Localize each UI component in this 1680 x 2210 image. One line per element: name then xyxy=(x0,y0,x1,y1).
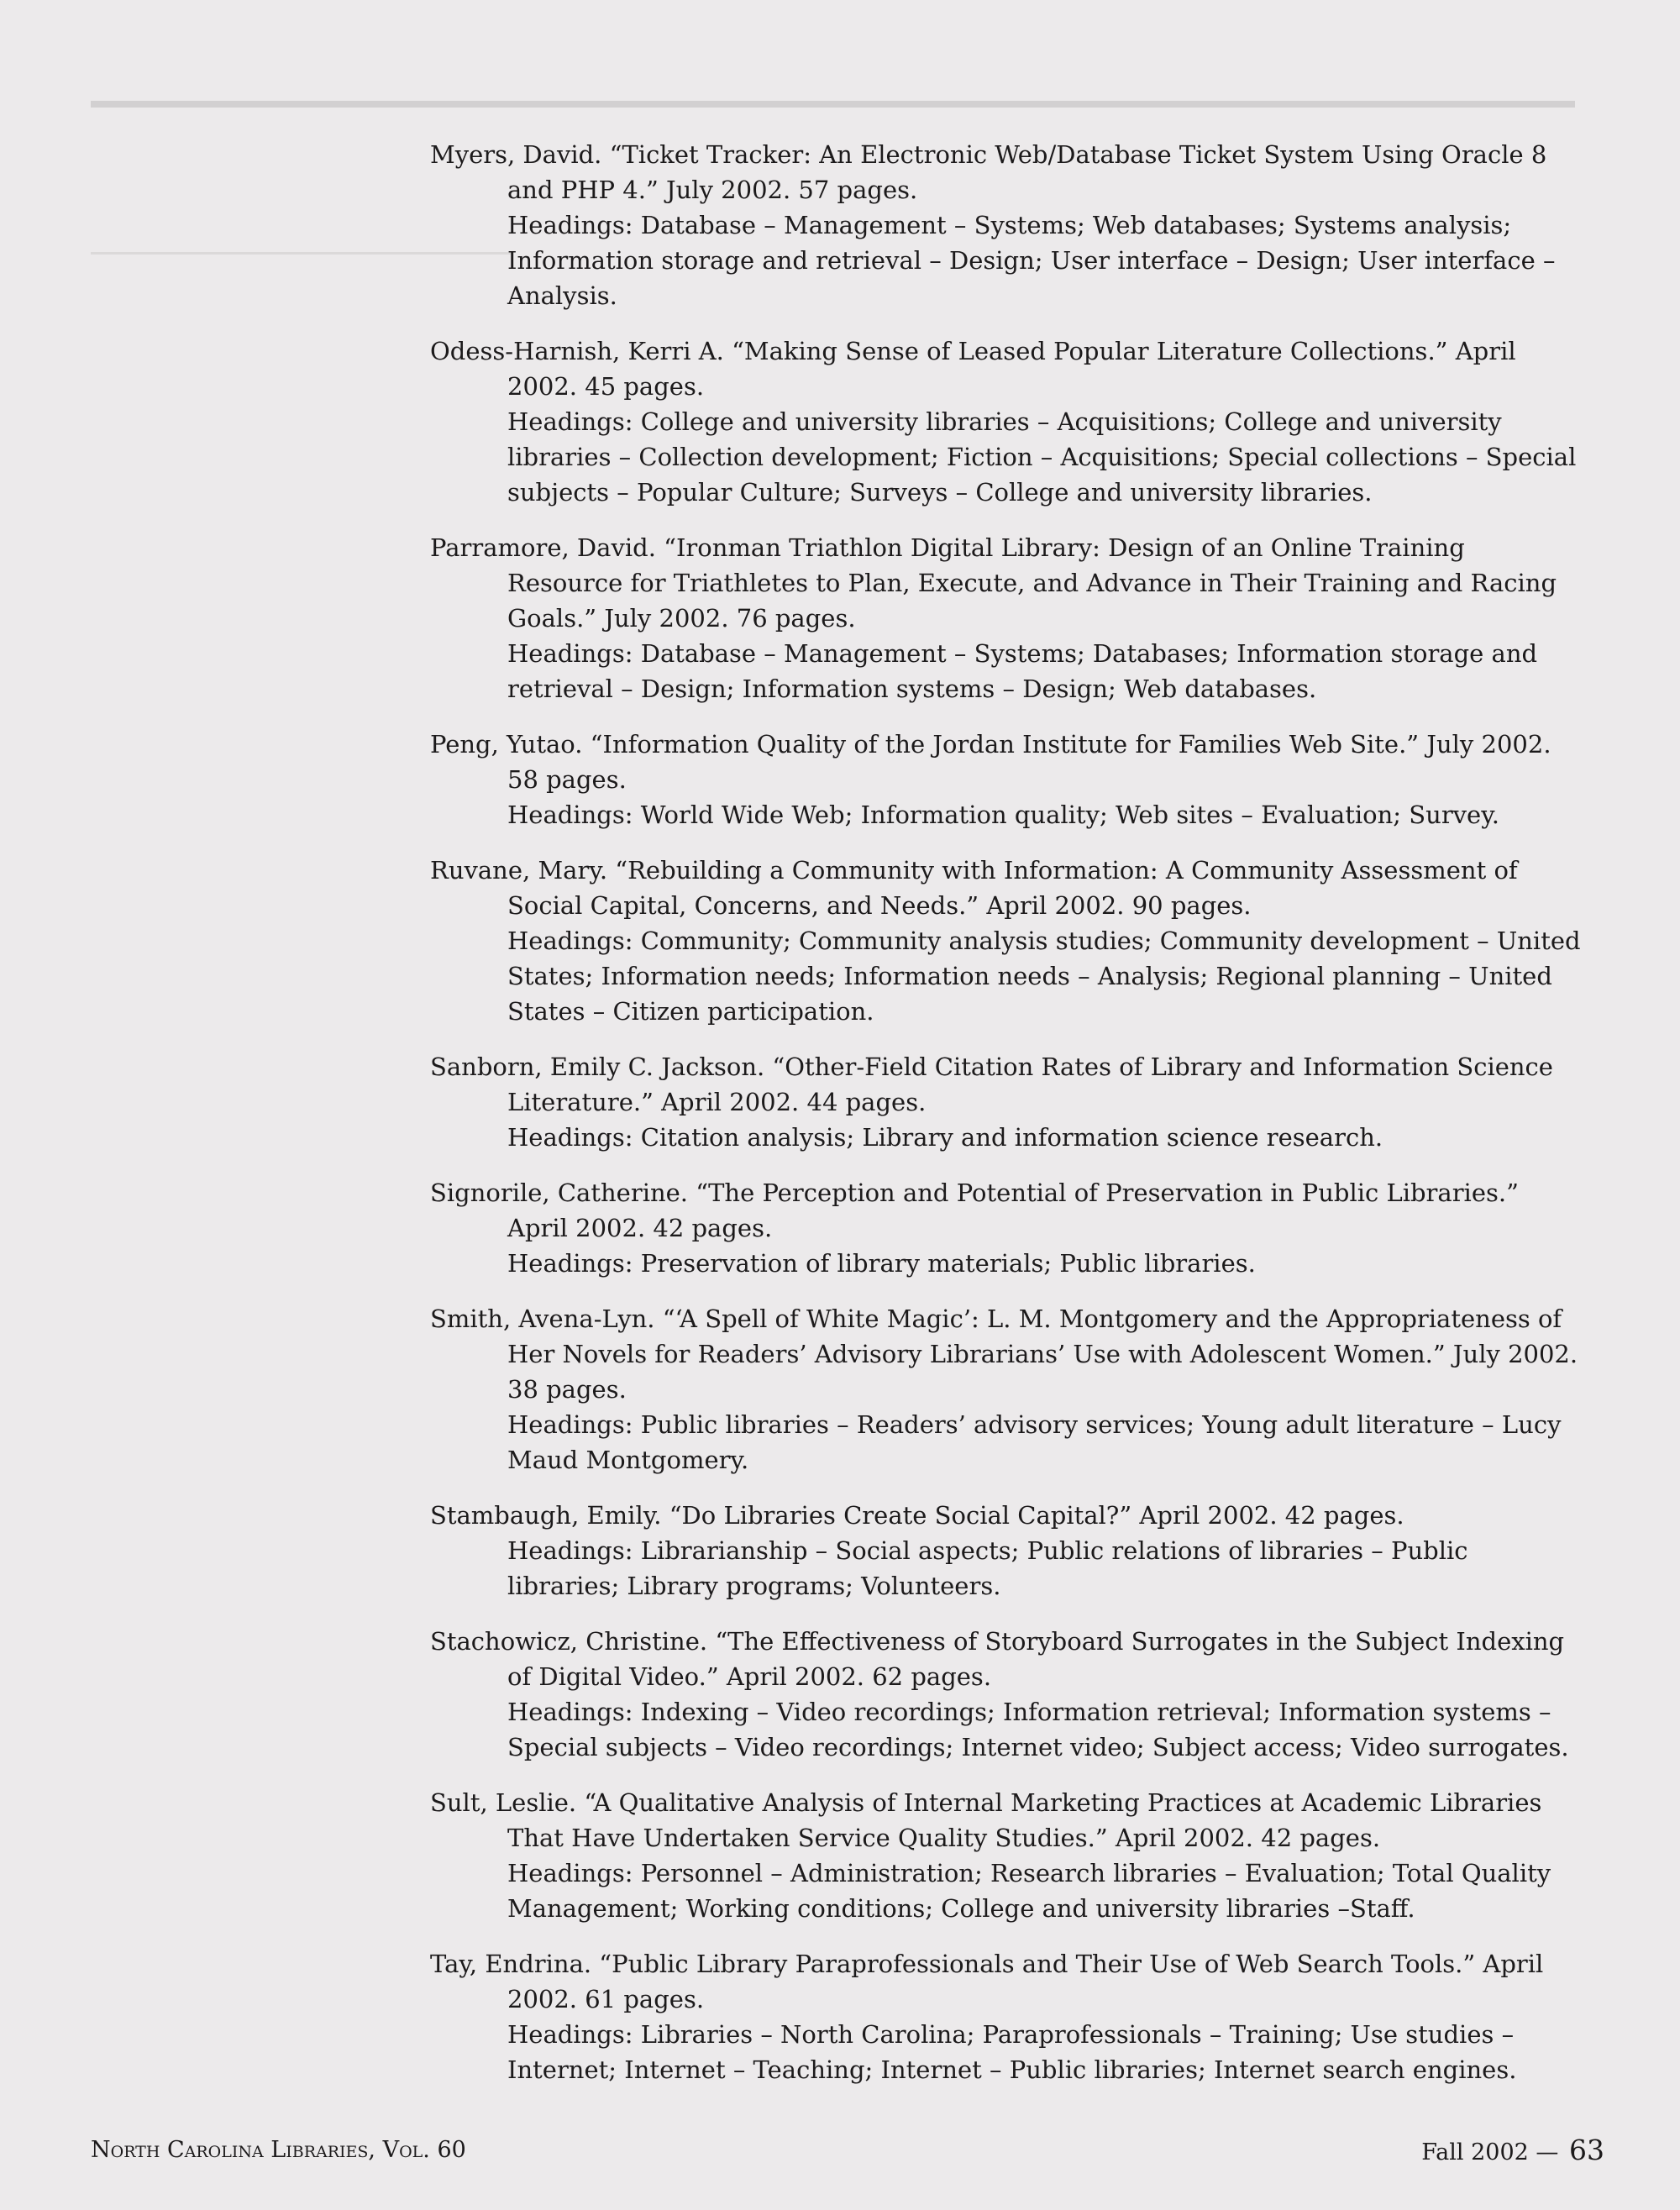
entry-smith xyxy=(430,1301,1583,1478)
entry-citation: Tay, Endrina. “Public Library Paraprofessionals and Their Use of Web Search Tools.” April 2002. 61 pages. xyxy=(430,1950,1544,2013)
entry-peng xyxy=(430,727,1583,832)
entry-citation: Stambaugh, Emily. “Do Libraries Create Social Capital?” April 2002. 42 pages. xyxy=(430,1501,1404,1530)
entry-myers xyxy=(430,137,1583,313)
entry-headings: Headings: Personnel – Administration; Research libraries – Evaluation; Total Quality Management; Working conditions; College and university libraries –Staff. xyxy=(507,1859,1551,1923)
entry-tay xyxy=(430,1946,1583,2087)
footer-journal: North Carolina Libraries, Vol. 60 xyxy=(91,2137,466,2163)
abstracts-list xyxy=(430,137,1583,2108)
page-number: 63 xyxy=(1569,2134,1604,2166)
show-through-rule xyxy=(91,101,1575,108)
entry-citation: Sanborn, Emily C. Jackson. “Other-Field Citation Rates of Library and Information Science Literature.” April 2002. 44 pages. xyxy=(430,1053,1553,1116)
entry-headings: Headings: World Wide Web; Information quality; Web sites – Evaluation; Survey. xyxy=(507,801,1499,829)
entry-headings: Headings: Database – Management – Systems; Web databases; Systems analysis; Information storage and retrieval – Design; User interface – Design; User interface – Analysis. xyxy=(507,211,1556,310)
entry-headings: Headings: Libraries – North Carolina; Paraprofessionals – Training; Use studies – Internet; Internet – Teaching; Internet – Public libraries; Internet search engines. xyxy=(507,2020,1517,2084)
entry-headings: Headings: Community; Community analysis studies; Community development – United States; Information needs; Information needs – Analysis; Regional planning – United States – Citizen participation. xyxy=(507,927,1581,1026)
entry-headings: Headings: Indexing – Video recordings; Information retrieval; Information systems – Special subjects – Video recordings; Internet video; Subject access; Video surrogates. xyxy=(507,1698,1569,1761)
entry-signorile xyxy=(430,1175,1583,1281)
entry-headings: Headings: Citation analysis; Library and information science research. xyxy=(507,1123,1383,1152)
entry-headings: Headings: Database – Management – Systems; Databases; Information storage and retrieval – Design; Information systems – Design; Web databases. xyxy=(507,639,1538,703)
entry-citation: Signorile, Catherine. “The Perception and Potential of Preservation in Public Libraries.” April 2002. 42 pages. xyxy=(430,1178,1519,1242)
entry-sanborn xyxy=(430,1049,1583,1155)
footer-separator: — xyxy=(1536,2139,1559,2165)
entry-parramore xyxy=(430,530,1583,706)
entry-headings: Headings: Librarianship – Social aspects; Public relations of libraries – Public libraries; Library programs; Volunteers. xyxy=(507,1536,1468,1600)
entry-stambaugh xyxy=(430,1498,1583,1604)
entry-headings: Headings: Preservation of library materials; Public libraries. xyxy=(507,1249,1256,1278)
entry-stachowicz xyxy=(430,1624,1583,1765)
entry-citation: Peng, Yutao. “Information Quality of the Jordan Institute for Families Web Site.” July 2002. 58 pages. xyxy=(430,730,1551,794)
footer-issue-page xyxy=(1421,2136,1604,2167)
entry-citation: Stachowicz, Christine. “The Effectiveness of Storyboard Surrogates in the Subject Indexing of Digital Video.” April 2002. 62 pages. xyxy=(430,1627,1565,1691)
entry-citation: Parramore, David. “Ironman Triathlon Digital Library: Design of an Online Training Resource for Triathletes to Plan, Execute, and Advance in Their Training and Racing Goals.” July 2002. 76 pages. xyxy=(430,533,1557,633)
entry-headings: Headings: Public libraries – Readers’ advisory services; Young adult literature – Lucy Maud Montgomery. xyxy=(507,1410,1562,1474)
entry-citation: Ruvane, Mary. “Rebuilding a Community with Information: A Community Assessment of Social Capital, Concerns, and Needs.” April 2002. 90 pages. xyxy=(430,856,1518,920)
entry-citation: Myers, David. “Ticket Tracker: An Electronic Web/Database Ticket System Using Oracle 8 and PHP 4.” July 2002. 57 pages. xyxy=(430,140,1547,204)
entry-odess-harnish xyxy=(430,333,1583,510)
footer-issue: Fall 2002 xyxy=(1421,2139,1529,2165)
entry-sult xyxy=(430,1785,1583,1926)
entry-citation: Smith, Avena-Lyn. “‘A Spell of White Magic’: L. M. Montgomery and the Appropriateness of Her Novels for Readers’ Advisory Librarians’ Use with Adolescent Women.” July 2002. 38 pages. xyxy=(430,1304,1578,1404)
entry-headings: Headings: College and university libraries – Acquisitions; College and university libraries – Collection development; Fiction – Acquisitions; Special collections – Special subjects – Popular Culture; Surveys – College and university libraries. xyxy=(507,407,1577,507)
entry-citation: Sult, Leslie. “A Qualitative Analysis of Internal Marketing Practices at Academic Libraries That Have Undertaken Service Quality Studies.” April 2002. 42 pages. xyxy=(430,1788,1542,1852)
entry-citation: Odess-Harnish, Kerri A. “Making Sense of Leased Popular Literature Collections.” April 2002. 45 pages. xyxy=(430,337,1516,401)
entry-ruvane xyxy=(430,853,1583,1029)
